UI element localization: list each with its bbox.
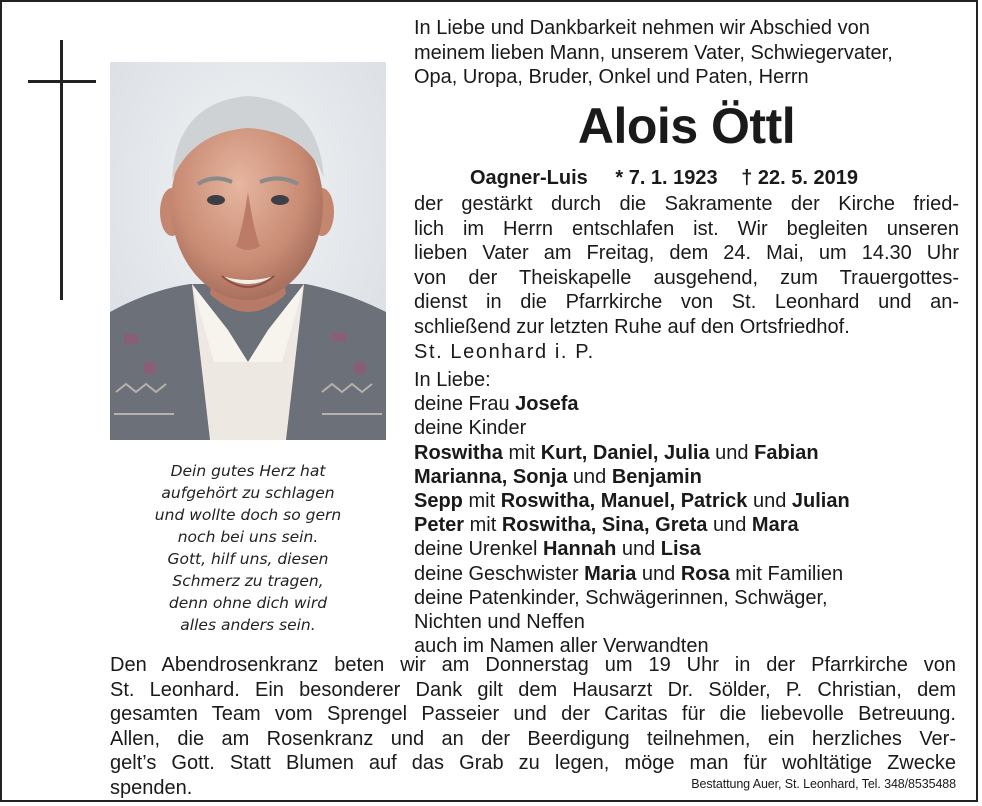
undertaker-credit: Bestattung Auer, St. Leonhard, Tel. 348/8535488 bbox=[691, 777, 956, 791]
place-line: St. Leonhard i. P. bbox=[414, 341, 595, 363]
family-line bbox=[414, 513, 959, 537]
body-line: lieben Vater am Freitag, dem 24. Mai, um 14.30 Uhr bbox=[414, 242, 959, 264]
family-line bbox=[414, 441, 959, 465]
family-line bbox=[414, 465, 959, 489]
family-name: Kurt, Daniel, Julia bbox=[540, 441, 710, 464]
intro-line: meinem lieben Mann, unserem Vater, Schwiegervater, bbox=[414, 41, 893, 64]
wife-prefix: deine Frau bbox=[414, 393, 516, 416]
death-date: † 22. 5. 2019 bbox=[741, 167, 859, 189]
family-name: Maria bbox=[584, 562, 637, 585]
closing-line: gelt’s Gott. Statt Blumen auf das Grab zu legen, möge man für wohltätige Zwecke bbox=[110, 752, 956, 774]
family-name: Peter bbox=[414, 514, 465, 537]
family-name: Hannah bbox=[542, 538, 617, 561]
in-liebe-label: In Liebe: bbox=[414, 369, 491, 391]
family-conj: mit bbox=[502, 441, 541, 464]
family-conj: und bbox=[567, 465, 612, 488]
family-name: Roswitha, Manuel, Patrick bbox=[500, 490, 748, 513]
poem-line: denn ohne dich wird bbox=[168, 594, 328, 612]
family-line bbox=[414, 489, 959, 513]
family-name: Mara bbox=[751, 514, 799, 537]
poem-line: Schmerz zu tragen, bbox=[172, 572, 324, 590]
closing-line: spenden. bbox=[110, 776, 193, 799]
family-conj: und bbox=[616, 538, 661, 561]
family-conj: deine Geschwister bbox=[414, 562, 585, 585]
cross-icon bbox=[60, 40, 63, 300]
closing-line: Den Abendrosenkranz beten wir am Donnerstag um 19 Uhr in der Pfarrkirche von bbox=[110, 654, 956, 676]
family-line bbox=[414, 562, 959, 586]
family-conj: und bbox=[707, 514, 752, 537]
portrait-photo bbox=[110, 62, 386, 440]
closing-line: Allen, die am Rosenkranz und an der Beerdigung teilnehmen, ein herzliches Ver- bbox=[110, 727, 956, 750]
cross-icon-bar bbox=[28, 80, 96, 83]
family-line bbox=[414, 537, 959, 561]
poem-line: Gott, hilf uns, diesen bbox=[167, 550, 329, 568]
family-line: deine Patenkinder, Schwägerinnen, Schwäger, bbox=[414, 586, 828, 609]
poem-line: aufgehört zu schlagen bbox=[161, 484, 335, 502]
poem-line: Dein gutes Herz hat bbox=[170, 462, 326, 480]
body-line: schließend zur letzten Ruhe auf den Ortsfriedhof. bbox=[414, 315, 850, 338]
closing-line: gesamten Team vom Sprengel Passeier und der Caritas für die liebevolle Betreuung. bbox=[110, 703, 956, 725]
family-name: Lisa bbox=[660, 538, 701, 561]
closing-line: St. Leonhard. Ein besonderer Dank gilt dem Hausarzt Dr. Sölder, P. Christian, dem bbox=[110, 678, 956, 701]
wife-name: Josefa bbox=[515, 393, 579, 416]
memorial-poem bbox=[110, 460, 386, 636]
poem-line: noch bei uns sein. bbox=[177, 528, 319, 546]
family-conj: mit bbox=[464, 514, 502, 537]
life-dates bbox=[470, 165, 858, 191]
family-conj: deine Urenkel bbox=[414, 538, 543, 561]
family-name: Benjamin bbox=[611, 465, 702, 488]
birth-date: * 7. 1. 1923 bbox=[615, 167, 718, 189]
family-name: Sepp bbox=[414, 490, 463, 513]
family-line-wife bbox=[414, 392, 959, 416]
intro-line: Opa, Uropa, Bruder, Onkel und Paten, Herrn bbox=[414, 66, 809, 88]
family-name: Roswitha, Sina, Greta bbox=[501, 514, 708, 537]
family-name: Roswitha bbox=[414, 441, 503, 464]
family-conj: und bbox=[709, 441, 755, 464]
family-name: Julian bbox=[791, 490, 850, 513]
deceased-name: Alois Öttl bbox=[577, 98, 796, 154]
family-conj: mit bbox=[462, 490, 501, 513]
funeral-details bbox=[414, 192, 959, 339]
family-line: Nichten und Neffen bbox=[414, 611, 585, 634]
family-line: auch im Namen aller Verwandten bbox=[414, 635, 709, 658]
body-line: dienst in die Pfarrkirche von St. Leonhard und an- bbox=[414, 291, 959, 313]
family-conj: und bbox=[747, 490, 792, 513]
poem-line: alles anders sein. bbox=[180, 616, 316, 634]
body-line: der gestärkt durch die Sakramente der Kirche fried- bbox=[414, 193, 959, 215]
nickname: Oagner-Luis bbox=[470, 167, 588, 189]
body-line: von der Theiskapelle ausgehend, zum Trauergottes- bbox=[414, 266, 959, 289]
family-name: Marianna, Sonja bbox=[414, 465, 568, 488]
family-list bbox=[414, 368, 959, 658]
intro-line: In Liebe und Dankbarkeit nehmen wir Abschied von bbox=[414, 17, 870, 39]
body-line: lich im Herrn entschlafen ist. Wir begleiten unseren bbox=[414, 217, 959, 240]
poem-line: und wollte doch so gern bbox=[154, 506, 342, 524]
family-conj: mit Familien bbox=[729, 562, 844, 585]
family-name: Rosa bbox=[680, 562, 730, 585]
family-name: Fabian bbox=[754, 441, 819, 464]
family-conj: und bbox=[636, 562, 681, 585]
intro-text bbox=[414, 16, 959, 90]
children-label: deine Kinder bbox=[414, 417, 527, 440]
